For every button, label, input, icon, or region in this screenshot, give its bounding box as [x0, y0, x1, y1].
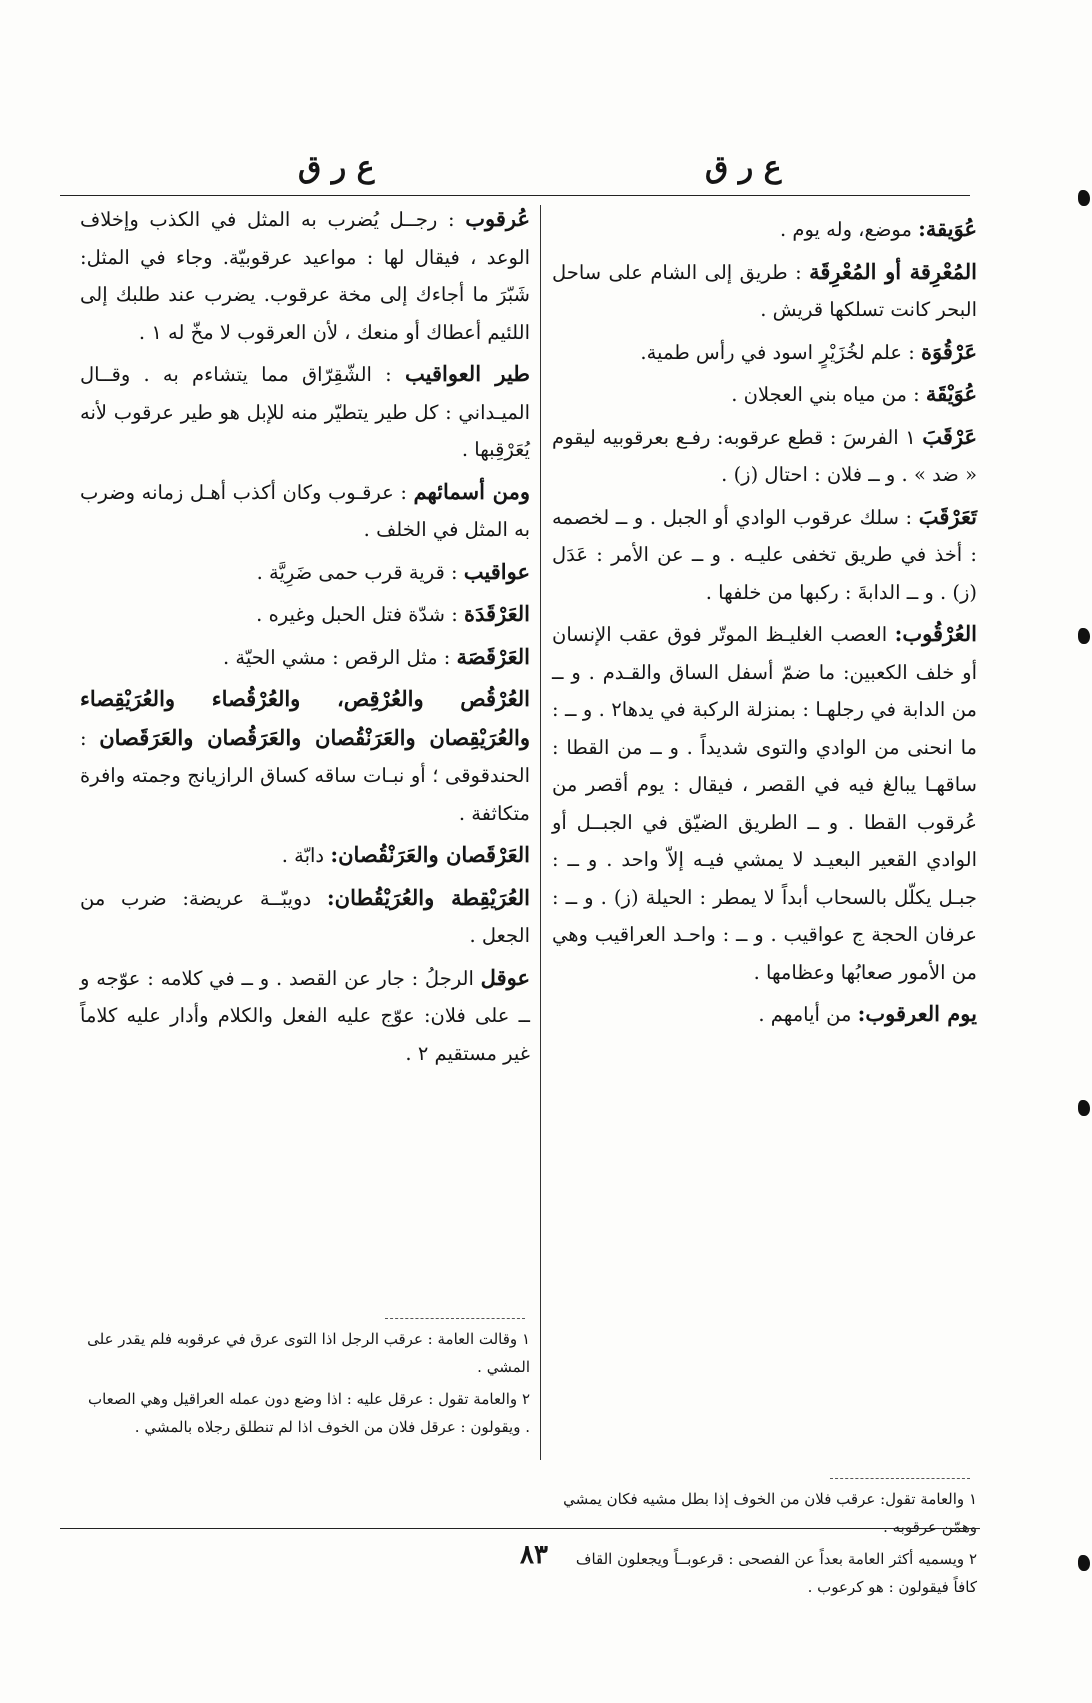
- entry-headword: عُوَيقة:: [918, 216, 977, 241]
- running-header-right: ع ر ق: [705, 150, 782, 185]
- entry-headword: ومن أسمائهم: [413, 478, 531, 504]
- entry: [80, 680, 530, 832]
- entry: [552, 418, 977, 494]
- footnote: ٢ والعامة تقول : عرقل عليه : اذا وضع دون عمله العراقيل وهي الصعاب . ويقولون : عرقل فلان من الخوف اذا لم تنطلق رجلاه بالمشي .: [87, 1390, 530, 1436]
- entry: [80, 473, 530, 549]
- entry-headword: المُعْرِقة أو المُعْرِقَة: [809, 258, 977, 284]
- entry: [80, 553, 530, 592]
- entry: [552, 253, 977, 329]
- entry-definition: : شدّة فتل الحبل وغيره .: [256, 603, 458, 626]
- entry-definition: موضع، وله يوم .: [780, 218, 912, 241]
- entry-definition: : قرية قرب حمى ضَرِيَّة .: [256, 560, 458, 584]
- entry-definition: : عرقـوب وكان أكذب أهـل زمانه وضرب به المثل في الخلف .: [80, 480, 530, 541]
- entry-headword: تَعَرْقَبَ: [918, 503, 977, 529]
- scan-blot-mark: [1078, 190, 1090, 206]
- footnote-separator-left: [385, 1318, 525, 1319]
- footnote-separator-right: [830, 1478, 970, 1479]
- entry-definition: دويبّــة عريضة: ضرب من الجعل .: [80, 886, 530, 947]
- entry-definition: : الشّقِرّاق مما يتشاءم به . وقــال الميـداني : كل طير يتطيّر منه للإبل هو طير عرقوب لأنه يُعَرْقِبها .: [80, 363, 530, 461]
- header-rule: [60, 195, 970, 196]
- footer-rule: [60, 1528, 980, 1529]
- scan-blot-mark: [1078, 1555, 1090, 1571]
- entry-definition: دابّة .: [281, 844, 325, 867]
- entry: [552, 333, 977, 372]
- entry: [80, 959, 530, 1073]
- entry-definition: : طريق إلى الشام على ساحل البحر كانت تسلكها قريش .: [552, 260, 977, 321]
- entry-headword: العُرْقُص والعُرْقِص، والعُرْقُصاء والعُرَيْقِصاء والعُرَيْقِصان والعَرَنْقُصان والعَرَقُصان والعَرَقَصان: [80, 686, 530, 750]
- entry-headword: عُرقوب: [465, 206, 530, 231]
- entry-headword: عَرْقُوَة: [920, 338, 977, 364]
- right-column: [552, 210, 977, 1038]
- footnote: ١ والعامة تقول: عرقب فلان من الخوف إذا بطل مشيه فكان يمشي وهمّن عرقوبه .: [563, 1490, 977, 1536]
- entry-headword: العَرْقَدَة: [463, 601, 530, 626]
- entry-headword: عَرْقَبَ: [922, 423, 978, 449]
- running-header-left: ع ر ق: [298, 150, 375, 185]
- entry-headword: العَرْقَصان والعَرَنْقُصان:: [330, 842, 530, 867]
- entry-headword: عواقيب: [463, 558, 530, 584]
- footnote: ٢ ويسميه أكثر العامة بعداً عن الفصحى : قرعوبــاً ويجعلون القاف كافاً فيقولون : هو كرعوب .: [575, 1550, 977, 1596]
- entry: [80, 638, 530, 677]
- entry: [80, 879, 530, 955]
- entry: [552, 210, 977, 249]
- entry-definition: : علم لخُزَيْرٍ اسود في رأس طمية.: [640, 340, 915, 364]
- entry-headword: عُوَيْقَة: [925, 381, 977, 406]
- entry-definition: : الحندقوقى ؛ أو نبـات ساقه كساق الرازيانج وجمته وافرة متكاثفة .: [80, 726, 530, 825]
- entry-definition: العصب الغليـظ الموتّر فوق عقب الإنسان أو خلف الكعبين: ما ضمّ أسفل الساق والقـدم . و ــ من الدابة في رجلهـا : بمنزلة الركبة في يدها٢ . و ــ : ما انحنى من الوادي والتوى شديداً . و ــ من القطا : ساقهـا يبالغ فيه في القصر ، فيقال : يوم أقصر من عُرقوب القطا . و ــ الطريق الضيّق في الجبــل أو الوادي القعير البعيـد لا يمشي فيـه إلاّ واحد . و ــ : جبـل يكلّل بالسحاب أبداً لا يمطر : الحيلة (ز) . و ــ : عرفان الحجة ج عواقيب . و ــ : واحـد العراقيب وهي من الأمور صعابُها وعظامها .: [552, 623, 977, 984]
- page-number: ٨٣: [520, 1540, 548, 1570]
- entry: [552, 615, 977, 991]
- entry: [552, 375, 977, 414]
- entry-headword: العُرْقُوب:: [894, 621, 977, 646]
- entry: [80, 836, 530, 875]
- entry: [552, 498, 977, 612]
- entry: [80, 595, 530, 634]
- entry: [80, 355, 530, 469]
- entry-headword: العُرَيْقِطة والعُرَيْقُطان:: [326, 884, 531, 910]
- entry-headword: العَرْقَصَة: [456, 643, 530, 669]
- entry-definition: من أيامهم .: [758, 1003, 852, 1026]
- entry-headword: عوقل: [480, 964, 530, 990]
- entry-definition: : رجــل يُضرب به المثل في الكذب وإخلاف الوعد ، فيقال لها : مواعيد عرقوبيّة. وجاء في المثل: شَبّرَ ما أجاءك إلى مخة عرقوب. يضرب عند طلبك إلى اللئيم أعطاك أو منعك ، لأن العرقوب لا مخّ له ١ .: [80, 208, 530, 344]
- entry-definition: : مثل الرقص : مشي الحيّة .: [222, 645, 451, 669]
- entry-definition: : من مياه بني العجلان .: [731, 383, 920, 406]
- entry-definition: : سلك عرقوب الوادي أو الجبل . و ــ لخصمه : أخذ في طريق تخفى عليـه . و ــ عن الأمر : عَدَل (ز) . و ــ الدابةَ : ركبها من خلفها .: [552, 505, 977, 604]
- entry-headword: يوم العرقوب:: [857, 1001, 977, 1026]
- footnotes-right: [552, 1485, 977, 1605]
- column-divider: [540, 205, 541, 1460]
- footnotes-left: [80, 1325, 530, 1445]
- entry-definition: ١ الفرسَ : قطع عرقوبه: رفـع بعرقوبيه ليقوم « ضد » . و ــ فلان : احتال (ز) .: [552, 425, 977, 486]
- entry: [552, 995, 977, 1034]
- entry-definition: الرجلُ : جار عن القصد . و ــ في كلامه : عوّجه و ــ على فلان: عوّج عليه الفعل والكلام وأدار عليه كلاماً غير مستقيم ٢ .: [80, 966, 530, 1065]
- entry: [80, 200, 530, 351]
- left-column: [80, 200, 530, 1076]
- scan-blot-mark: [1078, 628, 1090, 644]
- footnote: ١ وقالت العامة : عرقب الرجل اذا التوى عرق في عرقوبه فلم يقدر على المشي .: [87, 1330, 530, 1376]
- entry-headword: طير العواقيب: [404, 361, 531, 386]
- scan-blot-mark: [1078, 1100, 1090, 1116]
